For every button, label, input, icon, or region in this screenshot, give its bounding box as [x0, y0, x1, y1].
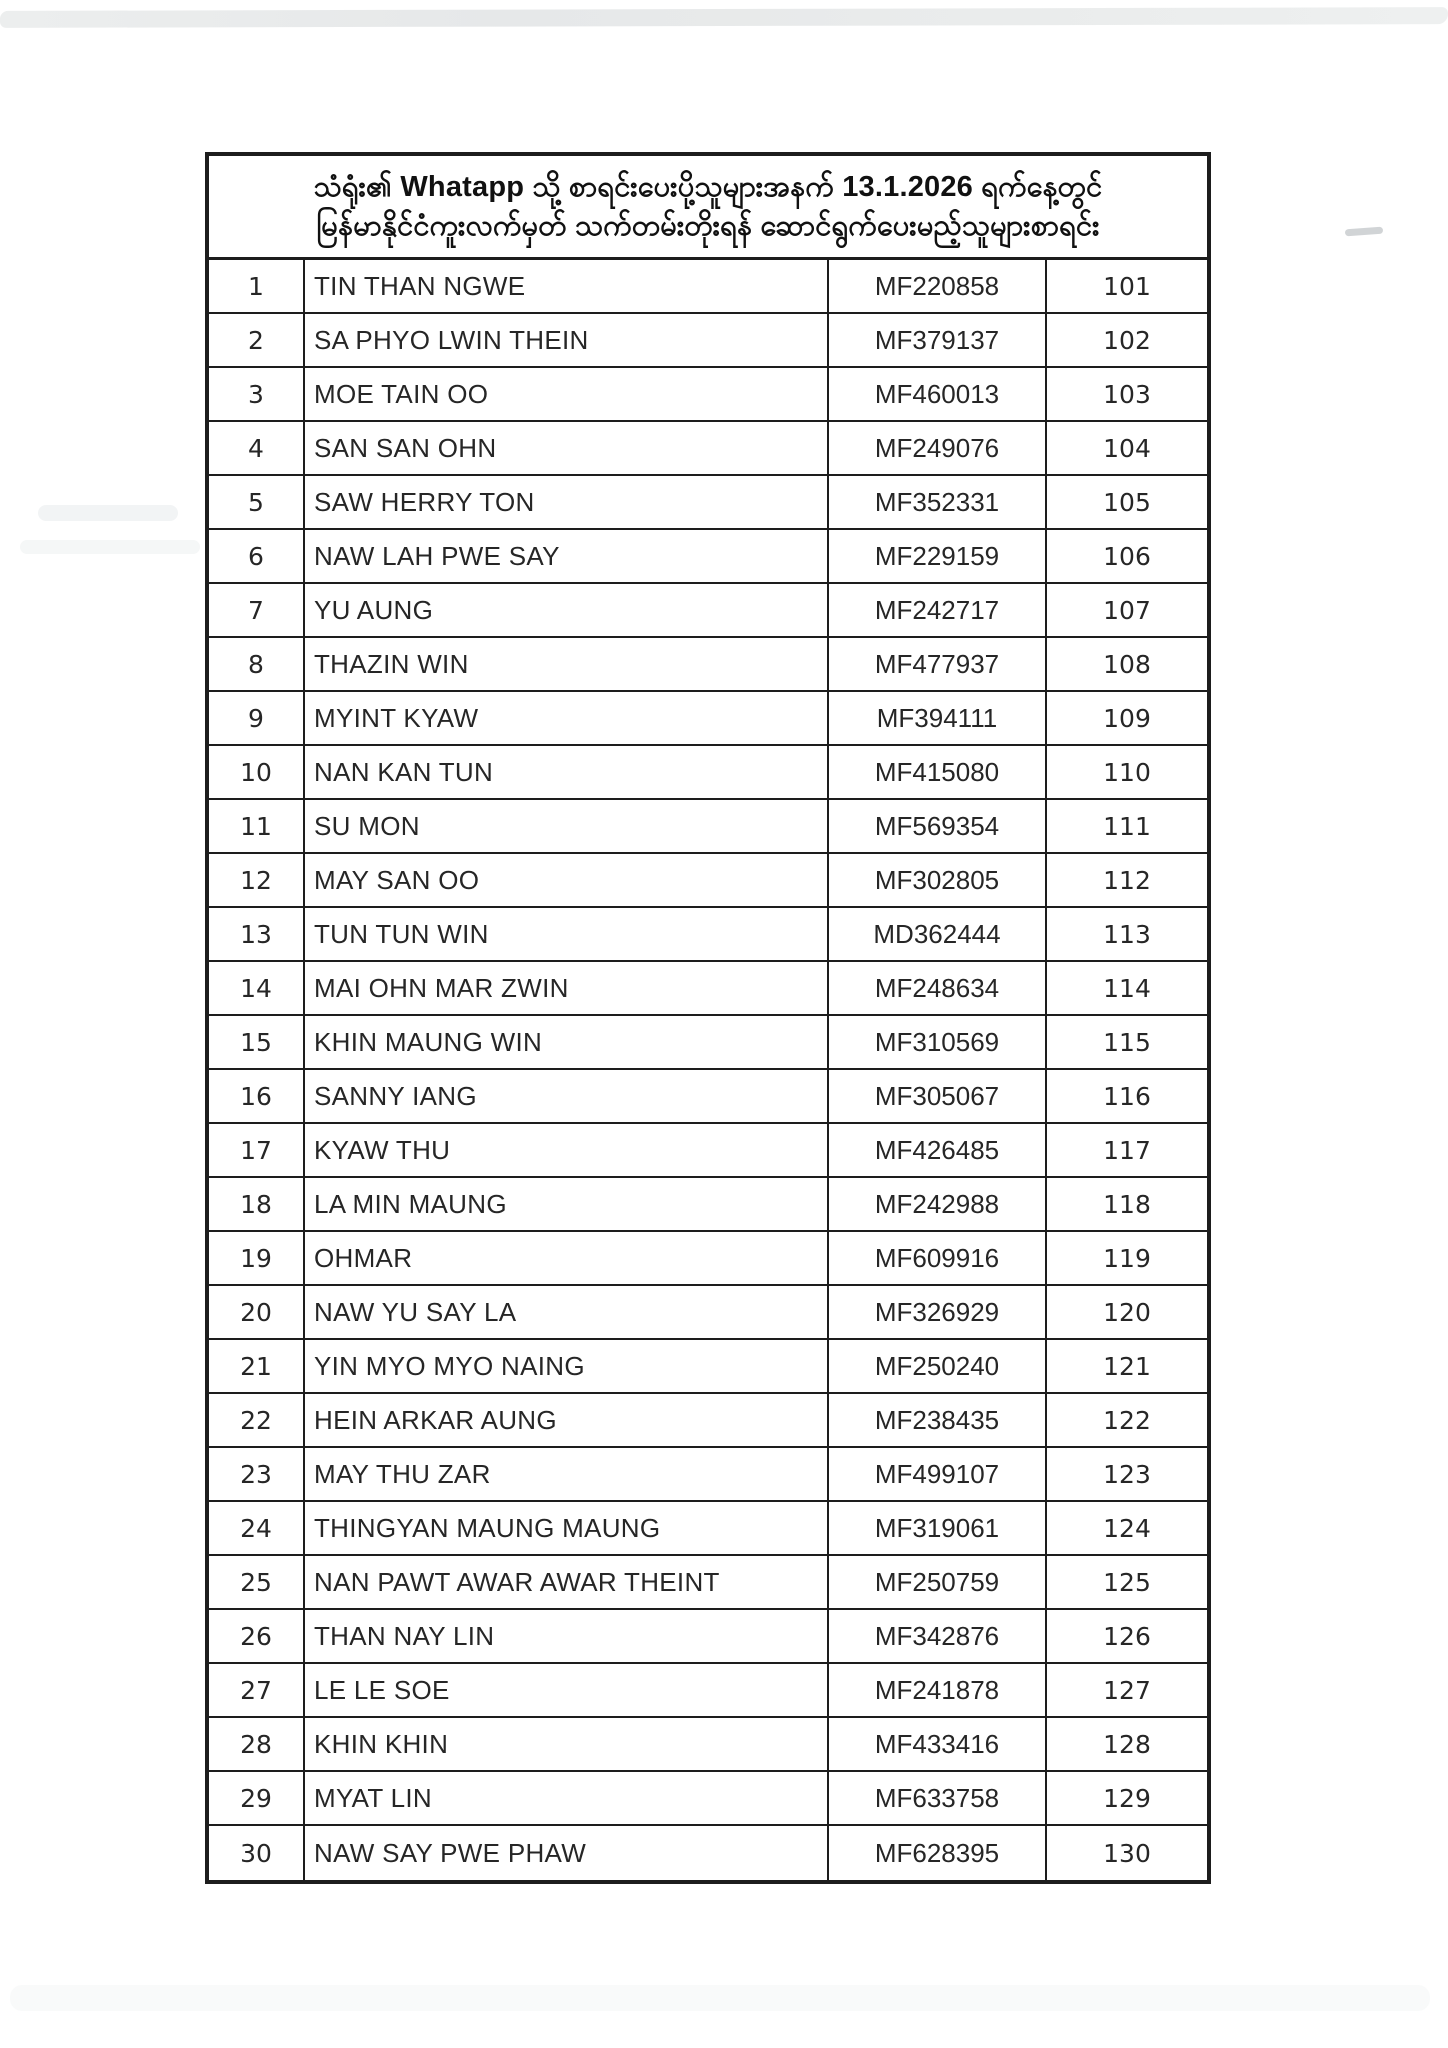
person-name: SAW HERRY TON: [305, 476, 829, 528]
person-name: HEIN ARKAR AUNG: [305, 1394, 829, 1446]
title-line-1: သံရုံး၏ Whatapp သို့ စာရင်းပေးပို့သူများအနက် 13.1.2026 ရက်နေ့တွင်: [313, 171, 1103, 204]
serial-number: 110: [1103, 757, 1151, 787]
person-name: NAW SAY PWE PHAW: [305, 1826, 829, 1880]
row-number: 27: [209, 1664, 305, 1716]
table-row: [209, 1610, 1207, 1664]
passport-number: MF242988: [829, 1178, 1047, 1230]
serial-number: 114: [1103, 973, 1151, 1003]
table-row: [209, 530, 1207, 584]
row-number: 12: [209, 854, 305, 906]
person-name: KHIN KHIN: [305, 1718, 829, 1770]
serial-number: 128: [1103, 1729, 1151, 1759]
table-row: [209, 1394, 1207, 1448]
table-row: [209, 692, 1207, 746]
row-number: 29: [209, 1772, 305, 1824]
table-row: [209, 746, 1207, 800]
person-name: LA MIN MAUNG: [305, 1178, 829, 1230]
person-name: NAN PAWT AWAR AWAR THEINT: [305, 1556, 829, 1608]
scan-artifact-smudge: [38, 505, 178, 521]
person-name: MAY SAN OO: [305, 854, 829, 906]
serial-number: 118: [1103, 1189, 1151, 1219]
serial-number: 109: [1103, 703, 1151, 733]
serial-number: 101: [1103, 271, 1151, 301]
serial-number: 127: [1103, 1675, 1151, 1705]
row-number: 14: [209, 962, 305, 1014]
person-name: NAN KAN TUN: [305, 746, 829, 798]
row-number: 15: [209, 1016, 305, 1068]
row-number: 1: [209, 260, 305, 312]
passport-number: MF569354: [829, 800, 1047, 852]
passport-number: MF609916: [829, 1232, 1047, 1284]
serial-number: 117: [1103, 1135, 1151, 1165]
table-row: [209, 1502, 1207, 1556]
person-name: THAZIN WIN: [305, 638, 829, 690]
passport-number: MF326929: [829, 1286, 1047, 1338]
serial-number: 115: [1103, 1027, 1151, 1057]
serial-number: 129: [1103, 1783, 1151, 1813]
serial-number: 113: [1103, 919, 1151, 949]
person-name: THAN NAY LIN: [305, 1610, 829, 1662]
row-number: 6: [209, 530, 305, 582]
serial-number: 122: [1103, 1405, 1151, 1435]
table-row: [209, 1232, 1207, 1286]
serial-number: 108: [1103, 649, 1151, 679]
passport-number: MF238435: [829, 1394, 1047, 1446]
person-name: MYINT KYAW: [305, 692, 829, 744]
serial-number: 123: [1103, 1459, 1151, 1489]
table-row: [209, 314, 1207, 368]
scan-artifact-bottom-band: [10, 1985, 1430, 2011]
row-number: 19: [209, 1232, 305, 1284]
scan-artifact-smudge: [20, 540, 200, 554]
serial-number: 105: [1103, 487, 1151, 517]
passport-renewal-list-table: [205, 152, 1211, 1884]
table-row: [209, 1124, 1207, 1178]
serial-number: 106: [1103, 541, 1151, 571]
serial-number: 103: [1103, 379, 1151, 409]
passport-number: MF628395: [829, 1826, 1047, 1880]
serial-number: 130: [1103, 1838, 1151, 1868]
serial-number: 104: [1103, 433, 1151, 463]
table-title: [209, 156, 1207, 260]
table-row: [209, 800, 1207, 854]
passport-number: MF460013: [829, 368, 1047, 420]
person-name: YU AUNG: [305, 584, 829, 636]
passport-number: MF426485: [829, 1124, 1047, 1176]
person-name: SU MON: [305, 800, 829, 852]
serial-number: 119: [1103, 1243, 1151, 1273]
table-row: [209, 1448, 1207, 1502]
title-line-2: မြန်မာနိုင်ငံကူးလက်မှတ် သက်တမ်းတိုးရန် ဆောင်ရွက်ပေးမည့်သူများစာရင်း: [316, 210, 1100, 242]
row-number: 13: [209, 908, 305, 960]
serial-number: 125: [1103, 1567, 1151, 1597]
person-name: KHIN MAUNG WIN: [305, 1016, 829, 1068]
passport-number: MF248634: [829, 962, 1047, 1014]
table-row: [209, 1556, 1207, 1610]
row-number: 10: [209, 746, 305, 798]
person-name: SAN SAN OHN: [305, 422, 829, 474]
row-number: 7: [209, 584, 305, 636]
row-number: 22: [209, 1394, 305, 1446]
passport-number: MF241878: [829, 1664, 1047, 1716]
passport-number: MF250759: [829, 1556, 1047, 1608]
passport-number: MF305067: [829, 1070, 1047, 1122]
table-row: [209, 638, 1207, 692]
row-number: 18: [209, 1178, 305, 1230]
passport-number: MF229159: [829, 530, 1047, 582]
serial-number: 107: [1103, 595, 1151, 625]
person-name: THINGYAN MAUNG MAUNG: [305, 1502, 829, 1554]
passport-number: MD362444: [829, 908, 1047, 960]
serial-number: 112: [1103, 865, 1151, 895]
table-row: [209, 1070, 1207, 1124]
row-number: 26: [209, 1610, 305, 1662]
person-name: MAY THU ZAR: [305, 1448, 829, 1500]
row-number: 5: [209, 476, 305, 528]
row-number: 20: [209, 1286, 305, 1338]
table-row: [209, 1772, 1207, 1826]
row-number: 24: [209, 1502, 305, 1554]
passport-number: MF379137: [829, 314, 1047, 366]
passport-number: MF249076: [829, 422, 1047, 474]
table-row: [209, 1178, 1207, 1232]
serial-number: 111: [1103, 811, 1151, 841]
row-number: 30: [209, 1826, 305, 1880]
row-number: 25: [209, 1556, 305, 1608]
passport-number: MF415080: [829, 746, 1047, 798]
passport-number: MF342876: [829, 1610, 1047, 1662]
person-name: SA PHYO LWIN THEIN: [305, 314, 829, 366]
serial-number: 126: [1103, 1621, 1151, 1651]
row-number: 21: [209, 1340, 305, 1392]
passport-number: MF633758: [829, 1772, 1047, 1824]
row-number: 8: [209, 638, 305, 690]
table-row: [209, 1718, 1207, 1772]
scan-artifact-dash: [1345, 227, 1383, 237]
person-name: SANNY IANG: [305, 1070, 829, 1122]
person-name: MOE TAIN OO: [305, 368, 829, 420]
person-name: TUN TUN WIN: [305, 908, 829, 960]
person-name: TIN THAN NGWE: [305, 260, 829, 312]
scan-artifact-top-band: [0, 7, 1448, 28]
serial-number: 124: [1103, 1513, 1151, 1543]
table-row: [209, 422, 1207, 476]
passport-number: MF250240: [829, 1340, 1047, 1392]
person-name: KYAW THU: [305, 1124, 829, 1176]
row-number: 11: [209, 800, 305, 852]
table-row: [209, 1826, 1207, 1880]
passport-number: MF352331: [829, 476, 1047, 528]
person-name: NAW YU SAY LA: [305, 1286, 829, 1338]
serial-number: 120: [1103, 1297, 1151, 1327]
table-row: [209, 908, 1207, 962]
table-row: [209, 1340, 1207, 1394]
table-row: [209, 368, 1207, 422]
person-name: LE LE SOE: [305, 1664, 829, 1716]
row-number: 23: [209, 1448, 305, 1500]
table-row: [209, 476, 1207, 530]
row-number: 16: [209, 1070, 305, 1122]
table-row: [209, 584, 1207, 638]
table-row: [209, 1016, 1207, 1070]
person-name: YIN MYO MYO NAING: [305, 1340, 829, 1392]
row-number: 9: [209, 692, 305, 744]
row-number: 2: [209, 314, 305, 366]
passport-number: MF394111: [829, 692, 1047, 744]
passport-number: MF433416: [829, 1718, 1047, 1770]
serial-number: 102: [1103, 325, 1151, 355]
passport-number: MF302805: [829, 854, 1047, 906]
table-row: [209, 1664, 1207, 1718]
table-row: [209, 1286, 1207, 1340]
passport-number: MF242717: [829, 584, 1047, 636]
table-body: [209, 260, 1207, 1880]
serial-number: 116: [1103, 1081, 1151, 1111]
table-row: [209, 854, 1207, 908]
passport-number: MF499107: [829, 1448, 1047, 1500]
person-name: OHMAR: [305, 1232, 829, 1284]
passport-number: MF319061: [829, 1502, 1047, 1554]
person-name: MAI OHN MAR ZWIN: [305, 962, 829, 1014]
person-name: MYAT LIN: [305, 1772, 829, 1824]
row-number: 4: [209, 422, 305, 474]
table-row: [209, 962, 1207, 1016]
row-number: 28: [209, 1718, 305, 1770]
passport-number: MF310569: [829, 1016, 1047, 1068]
passport-number: MF477937: [829, 638, 1047, 690]
person-name: NAW LAH PWE SAY: [305, 530, 829, 582]
passport-number: MF220858: [829, 260, 1047, 312]
serial-number: 121: [1103, 1351, 1151, 1381]
row-number: 3: [209, 368, 305, 420]
row-number: 17: [209, 1124, 305, 1176]
table-row: [209, 260, 1207, 314]
